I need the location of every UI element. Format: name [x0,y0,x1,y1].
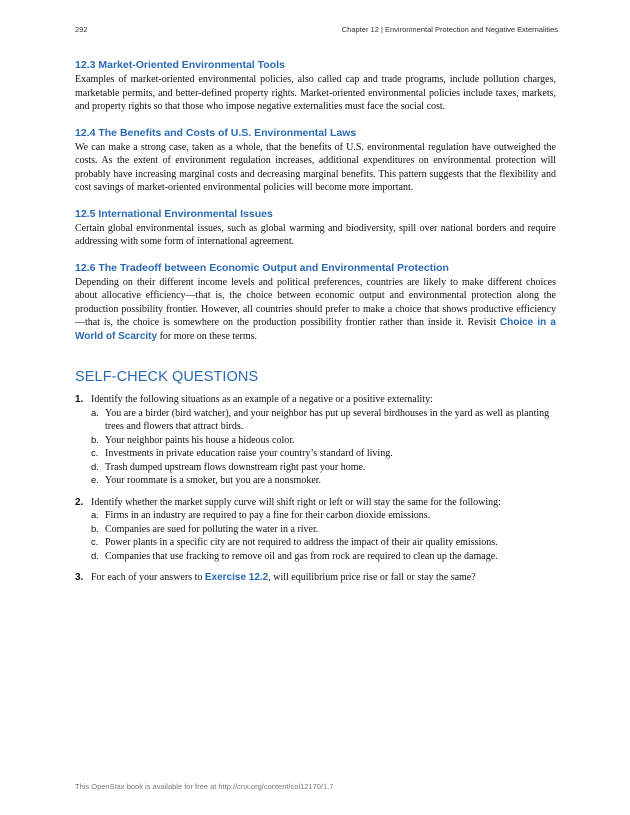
question-number: 2. [75,496,84,508]
answer-list [91,509,556,563]
list-item [91,523,556,537]
page-footer: This OpenStax book is available for free at http://cnx.org/content/col12170/1.7 [75,782,334,791]
summary-section-12-5 [75,207,556,249]
choice-in-a-world-of-scarcity-link[interactable]: Choice in a World of Scarcity [75,317,556,342]
item-text: Companies that use fracking to remove oil and gas from rock are required to clean up the damage. [105,550,498,562]
item-text: Trash dumped upstream flows downstream right past your home. [105,461,366,473]
item-text: Your neighbor paints his house a hideous color. [105,434,295,446]
list-item [91,447,556,461]
section-body: Certain global environmental issues, such as global warming and biodiversity, spill over national borders and require addressing with some form of international agreement. [75,222,556,247]
item-letter: a. [91,510,99,521]
summary-section-12-4 [75,126,556,195]
list-item [91,536,556,550]
section-body [75,276,556,344]
section-body: We can make a strong case, taken as a whole, that the benefits of U.S. environmental regulation have outweighed the costs. As the extent of environment regulation increases, additional expenditures on environmental protection will probably have increasing marginal costs and decreasing marginal benefits. This pattern suggests that the flexibility and cost savings of market-oriented environmental policies will become more important. [75,141,556,193]
question-3 [75,571,556,585]
summary-section-12-6 [75,261,556,344]
item-letter: a. [91,407,99,419]
self-check-heading: SELF-CHECK QUESTIONS [75,369,259,385]
exercise-12-2-link[interactable]: Exercise 12.2 [204,572,269,583]
item-text: Firms in an industry are required to pay a fine for their carbon dioxide emissions. [105,510,431,521]
item-letter: e. [91,475,99,486]
list-item [91,550,556,564]
running-header [75,25,558,34]
item-text: Companies are sued for polluting the water in a river. [105,523,319,535]
body-text: for more on these terms. [157,330,258,342]
item-letter: c. [91,537,99,548]
item-text: Your roommate is a smoker, but you are a nonsmoker. [105,475,322,486]
item-letter: b. [91,434,99,446]
question-number: 1. [75,394,84,405]
question-text: Identify the following situations as an example of a negative or a positive externality: [91,394,433,405]
list-item [91,407,556,434]
section-body: Examples of market-oriented environmental policies, also called cap and trade programs, include pollution charges, marketable permits, and better-defined property rights. Market-oriented environmental policies include taxes, markets, and property rights so that those who impose negative externalities must face the social cost. [75,74,556,112]
question-text-part: , will equilibrium price rise or fall or stay the same? [268,572,476,583]
item-text: Power plants in a specific city are not required to address the impact of their air quality emissions. [105,537,498,548]
answer-list [91,407,556,488]
list-item [91,474,556,488]
item-letter: b. [91,523,99,535]
chapter-title: Chapter 12 | Environmental Protection and Negative Externalities [341,25,558,34]
list-item [91,509,556,523]
section-heading: 12.3 Market-Oriented Environmental Tools [75,59,285,71]
question-2 [75,496,556,564]
page-content [75,58,556,593]
question-1 [75,393,556,488]
summary-section-12-3 [75,58,556,114]
question-text: Identify whether the market supply curve will shift right or left or will stay the same for the following: [91,496,501,508]
item-text: Investments in private education raise your country’s standard of living. [105,448,393,459]
list-item [91,461,556,475]
section-heading: 12.4 The Benefits and Costs of U.S. Environmental Laws [75,126,357,139]
item-letter: d. [91,461,99,473]
body-text: Depending on their different income levels and political preferences, countries are likely to make different choices about allocative efficiency—that is, the choice between economic output and environmental protection along the production possibility frontier. However, all countries should prefer to make a choice that shows productive efficiency—that is, the choice is somewhere on the production possibility frontier rather than inside it. Revisit [75,276,556,328]
page-number: 292 [75,25,88,34]
list-item [91,434,556,448]
item-letter: d. [91,550,99,562]
question-text-part: For each of your answers to [91,572,205,583]
section-heading: 12.6 The Tradeoff between Economic Output and Environmental Protection [75,261,449,274]
item-letter: c. [91,448,99,459]
question-text [91,571,556,585]
question-number: 3. [75,572,84,583]
section-heading: 12.5 International Environmental Issues [75,207,273,220]
item-text: You are a birder (bird watcher), and your neighbor has put up several birdhouses in the yard as well as planting trees and flowers that attract birds. [105,407,550,432]
